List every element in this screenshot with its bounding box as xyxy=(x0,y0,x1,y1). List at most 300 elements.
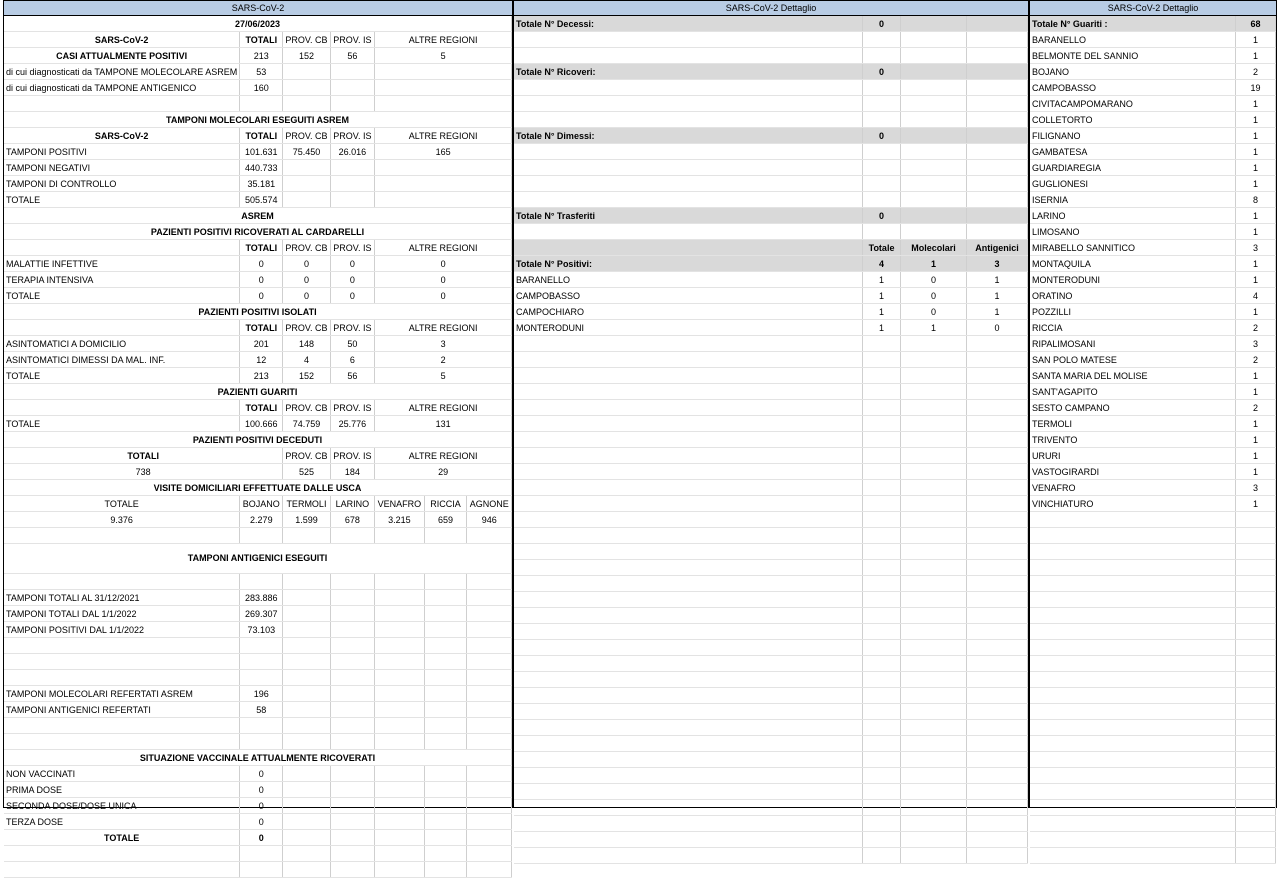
table-row xyxy=(4,638,512,654)
empty-cell xyxy=(514,544,863,560)
table-row xyxy=(1030,368,1276,384)
cell: 29 xyxy=(375,464,512,480)
empty-cell xyxy=(967,480,1028,496)
empty-cell xyxy=(283,766,330,782)
empty-cell xyxy=(967,464,1028,480)
table-row xyxy=(514,688,1028,704)
cell: 1 xyxy=(1236,432,1276,448)
empty-cell xyxy=(901,80,967,96)
empty-cell xyxy=(514,384,863,400)
col-header: PROV. CB xyxy=(283,128,330,144)
table-row xyxy=(4,734,512,750)
cell: 1 xyxy=(863,320,901,336)
cell: 3 xyxy=(1236,336,1276,352)
table-row xyxy=(1030,128,1276,144)
cell: 1 xyxy=(1236,144,1276,160)
cell: 73.103 xyxy=(240,622,283,638)
table-row xyxy=(1030,288,1276,304)
empty-cell xyxy=(1236,704,1276,720)
cell: 148 xyxy=(283,336,330,352)
empty-cell xyxy=(4,96,240,112)
empty-cell xyxy=(514,576,863,592)
empty-cell xyxy=(1236,624,1276,640)
table-row xyxy=(4,528,512,544)
empty-cell xyxy=(1030,672,1236,688)
cell: 659 xyxy=(424,512,467,528)
empty-cell xyxy=(1030,592,1236,608)
table-row xyxy=(514,544,1028,560)
cell: 35.181 xyxy=(240,176,283,192)
empty-cell xyxy=(424,638,467,654)
empty-cell xyxy=(4,654,240,670)
empty-cell xyxy=(901,144,967,160)
empty-cell xyxy=(467,528,512,544)
stat-value: 0 xyxy=(863,128,901,144)
col-header: ALTRE REGIONI xyxy=(375,240,512,256)
cell: 1 xyxy=(1236,384,1276,400)
row-label: TOTALE xyxy=(4,368,240,384)
empty-cell xyxy=(1030,544,1236,560)
col-header: ALTRE REGIONI xyxy=(375,448,512,464)
empty-cell xyxy=(283,782,330,798)
table-row xyxy=(514,368,1028,384)
empty-cell xyxy=(240,96,283,112)
town-name: GAMBATESA xyxy=(1030,144,1236,160)
empty-cell xyxy=(967,640,1028,656)
empty-cell xyxy=(863,96,901,112)
col-header: PROV. CB xyxy=(283,320,330,336)
empty-cell xyxy=(424,622,467,638)
table-row xyxy=(1030,736,1276,752)
empty-cell xyxy=(1030,640,1236,656)
table-row xyxy=(1030,400,1276,416)
empty-cell xyxy=(863,480,901,496)
table-row xyxy=(4,304,512,320)
town-name: SESTO CAMPANO xyxy=(1030,400,1236,416)
cell: 19 xyxy=(1236,80,1276,96)
empty-cell xyxy=(863,160,901,176)
table-row xyxy=(4,782,512,798)
empty-cell xyxy=(514,144,863,160)
empty-cell xyxy=(240,862,283,878)
cell: 152 xyxy=(283,48,330,64)
table-row xyxy=(1030,48,1276,64)
table-row xyxy=(1030,448,1276,464)
empty-cell xyxy=(901,448,967,464)
empty-cell xyxy=(514,640,863,656)
table-row xyxy=(514,16,1028,32)
empty-cell xyxy=(901,816,967,832)
table-row xyxy=(4,464,512,480)
table-row xyxy=(514,640,1028,656)
row-label: TAMPONI MOLECOLARI REFERTATI ASREM xyxy=(4,686,240,702)
empty-cell xyxy=(330,846,375,862)
cell: 1 xyxy=(1236,256,1276,272)
table-row xyxy=(1030,352,1276,368)
cell: 283.886 xyxy=(240,590,283,606)
table-row xyxy=(514,48,1028,64)
empty-cell xyxy=(375,846,424,862)
cell: 184 xyxy=(330,464,375,480)
table-row xyxy=(1030,272,1276,288)
cell: 2 xyxy=(1236,320,1276,336)
col-header: AGNONE xyxy=(467,496,512,512)
empty-cell xyxy=(901,800,967,816)
empty-cell xyxy=(375,814,424,830)
empty-cell xyxy=(967,208,1028,224)
empty-cell xyxy=(863,784,901,800)
table-row xyxy=(4,64,512,80)
cell: 1 xyxy=(901,320,967,336)
empty-cell xyxy=(283,702,330,718)
cell: 101.631 xyxy=(240,144,283,160)
col-header: PROV. CB xyxy=(283,240,330,256)
table-row xyxy=(4,256,512,272)
empty-cell xyxy=(514,224,863,240)
row-label: di cui diagnosticati da TAMPONE MOLECOLARE ASREM xyxy=(4,64,240,80)
table-row xyxy=(4,496,512,512)
cell: 1 xyxy=(1236,48,1276,64)
table-row xyxy=(514,256,1028,272)
empty-cell xyxy=(1236,832,1276,848)
empty-cell xyxy=(240,638,283,654)
empty-cell xyxy=(330,64,375,80)
cell: 160 xyxy=(240,80,283,96)
empty-cell xyxy=(4,846,240,862)
empty-cell xyxy=(967,720,1028,736)
cell: 0 xyxy=(330,272,375,288)
table-row xyxy=(514,240,1028,256)
cell xyxy=(375,80,512,96)
empty-cell xyxy=(901,672,967,688)
col-header: PROV. IS xyxy=(330,240,375,256)
cell: 213 xyxy=(240,48,283,64)
row-label: TAMPONI TOTALI DAL 1/1/2022 xyxy=(4,606,240,622)
empty-cell xyxy=(967,608,1028,624)
cell: 201 xyxy=(240,336,283,352)
empty-cell xyxy=(967,448,1028,464)
row-label: TAMPONI POSITIVI DAL 1/1/2022 xyxy=(4,622,240,638)
cell: 505.574 xyxy=(240,192,283,208)
empty-cell xyxy=(283,718,330,734)
table-row xyxy=(514,128,1028,144)
empty-cell xyxy=(863,736,901,752)
table-row xyxy=(1030,544,1276,560)
empty-cell xyxy=(901,64,967,80)
cell: 1 xyxy=(1236,416,1276,432)
empty-cell xyxy=(467,766,512,782)
row-label: ASINTOMATICI DIMESSI DA MAL. INF. xyxy=(4,352,240,368)
town-name: GUGLIONESI xyxy=(1030,176,1236,192)
table-row xyxy=(514,320,1028,336)
empty-cell xyxy=(1236,816,1276,832)
section-title: PAZIENTI POSITIVI ISOLATI xyxy=(4,304,512,320)
table-row xyxy=(514,848,1028,864)
cell: 8 xyxy=(1236,192,1276,208)
row-label: MALATTIE INFETTIVE xyxy=(4,256,240,272)
cell: 26.016 xyxy=(330,144,375,160)
row-label: TAMPONI ANTIGENICI REFERTATI xyxy=(4,702,240,718)
empty-cell xyxy=(467,622,512,638)
empty-cell xyxy=(375,606,424,622)
empty-cell xyxy=(967,560,1028,576)
col-header: Molecolari xyxy=(901,240,967,256)
empty-cell xyxy=(514,112,863,128)
empty-cell xyxy=(330,686,375,702)
empty-cell xyxy=(283,670,330,686)
table-row xyxy=(1030,576,1276,592)
table-row xyxy=(4,718,512,734)
cell: 3 xyxy=(375,336,512,352)
empty-cell xyxy=(467,846,512,862)
empty-cell xyxy=(424,734,467,750)
empty-cell xyxy=(901,688,967,704)
empty-cell xyxy=(330,606,375,622)
cell: 0 xyxy=(240,782,283,798)
cell: 525 xyxy=(283,464,330,480)
empty-cell xyxy=(1236,576,1276,592)
town-name: CAMPOBASSO xyxy=(1030,80,1236,96)
town-name: VINCHIATURO xyxy=(1030,496,1236,512)
empty-cell xyxy=(283,846,330,862)
table-row xyxy=(514,816,1028,832)
empty-cell xyxy=(863,528,901,544)
table-row xyxy=(1030,304,1276,320)
empty-cell xyxy=(901,512,967,528)
empty-cell xyxy=(901,336,967,352)
table-row xyxy=(514,784,1028,800)
empty-cell xyxy=(514,96,863,112)
empty-cell xyxy=(901,656,967,672)
col-header: TOTALI xyxy=(240,128,283,144)
empty-cell xyxy=(1030,688,1236,704)
empty-cell xyxy=(283,638,330,654)
table-row xyxy=(1030,320,1276,336)
cell: 3 xyxy=(1236,480,1276,496)
empty-cell xyxy=(863,704,901,720)
cell: 1 xyxy=(967,288,1028,304)
empty-cell xyxy=(514,528,863,544)
empty-cell xyxy=(330,574,375,590)
town-name: MONTERODUNI xyxy=(514,320,863,336)
col-header: ALTRE REGIONI xyxy=(375,400,512,416)
cell: 0 xyxy=(240,766,283,782)
empty-cell xyxy=(375,830,424,846)
empty-cell xyxy=(514,416,863,432)
empty-cell xyxy=(901,464,967,480)
empty-cell xyxy=(4,718,240,734)
empty-cell xyxy=(967,832,1028,848)
table-row xyxy=(514,384,1028,400)
table-row xyxy=(1030,608,1276,624)
empty-cell xyxy=(863,768,901,784)
cell: 0 xyxy=(240,272,283,288)
empty-cell xyxy=(514,400,863,416)
cell: 3.215 xyxy=(375,512,424,528)
col-header: TOTALI xyxy=(240,240,283,256)
table-row xyxy=(4,144,512,160)
table-row xyxy=(4,400,512,416)
table-row xyxy=(4,862,512,878)
empty-cell xyxy=(375,766,424,782)
town-name: TRIVENTO xyxy=(1030,432,1236,448)
empty-cell xyxy=(863,432,901,448)
empty-cell xyxy=(330,654,375,670)
empty-cell xyxy=(467,862,512,878)
table-row xyxy=(4,622,512,638)
empty-cell xyxy=(901,416,967,432)
row-label: SECONDA DOSE/DOSE UNICA xyxy=(4,798,240,814)
row-label: ASINTOMATICI A DOMICILIO xyxy=(4,336,240,352)
cell: 678 xyxy=(330,512,375,528)
town-name: BARANELLO xyxy=(514,272,863,288)
empty-cell xyxy=(514,464,863,480)
cell xyxy=(375,64,512,80)
table-row xyxy=(4,846,512,862)
col-header: PROV. IS xyxy=(330,400,375,416)
table-row xyxy=(1030,480,1276,496)
empty-cell xyxy=(4,400,240,416)
empty-cell xyxy=(901,48,967,64)
cell: 0 xyxy=(901,288,967,304)
town-name: MONTERODUNI xyxy=(1030,272,1236,288)
empty-cell xyxy=(424,862,467,878)
col-header: ALTRE REGIONI xyxy=(375,320,512,336)
cell xyxy=(375,192,512,208)
empty-cell xyxy=(863,832,901,848)
empty-cell xyxy=(1236,736,1276,752)
report-date: 27/06/2023 xyxy=(4,16,512,32)
empty-cell xyxy=(1030,736,1236,752)
table-row xyxy=(1030,464,1276,480)
empty-cell xyxy=(1236,848,1276,864)
col-header: SARS-CoV-2 xyxy=(4,128,240,144)
table-row xyxy=(514,672,1028,688)
empty-cell xyxy=(1236,656,1276,672)
empty-cell xyxy=(375,622,424,638)
table-row xyxy=(4,544,512,574)
table-row xyxy=(514,592,1028,608)
empty-cell xyxy=(967,112,1028,128)
empty-cell xyxy=(967,32,1028,48)
empty-cell xyxy=(375,862,424,878)
col-header: PROV. IS xyxy=(330,320,375,336)
empty-cell xyxy=(514,720,863,736)
empty-cell xyxy=(967,224,1028,240)
cell: 0 xyxy=(901,272,967,288)
empty-cell xyxy=(283,814,330,830)
town-name: SAN POLO MATESE xyxy=(1030,352,1236,368)
empty-cell xyxy=(967,688,1028,704)
empty-cell xyxy=(330,528,375,544)
cell: 0 xyxy=(901,304,967,320)
empty-cell xyxy=(967,672,1028,688)
col-header: TOTALE xyxy=(4,496,240,512)
cell: 9.376 xyxy=(4,512,240,528)
empty-cell xyxy=(863,80,901,96)
col-header: PROV. IS xyxy=(330,448,375,464)
table-row xyxy=(1030,528,1276,544)
empty-cell xyxy=(514,368,863,384)
cell: 0 xyxy=(967,320,1028,336)
row-label: TERAPIA INTENSIVA xyxy=(4,272,240,288)
table-row xyxy=(4,384,512,400)
table-row xyxy=(1030,848,1276,864)
cell: 75.450 xyxy=(283,144,330,160)
table-row xyxy=(4,416,512,432)
table-row xyxy=(514,288,1028,304)
empty-cell xyxy=(424,718,467,734)
table-row xyxy=(1030,160,1276,176)
town-name: VENAFRO xyxy=(1030,480,1236,496)
stat-label: Totale N° Dimessi: xyxy=(514,128,863,144)
empty-cell xyxy=(1030,800,1236,816)
empty-cell xyxy=(330,862,375,878)
cell xyxy=(375,160,512,176)
col-header: Totale xyxy=(863,240,901,256)
empty-cell xyxy=(330,734,375,750)
empty-cell xyxy=(424,846,467,862)
empty-cell xyxy=(863,624,901,640)
empty-cell xyxy=(330,718,375,734)
empty-cell xyxy=(901,32,967,48)
town-name: RICCIA xyxy=(1030,320,1236,336)
empty-cell xyxy=(375,638,424,654)
table-row xyxy=(4,16,512,32)
empty-cell xyxy=(863,352,901,368)
empty-cell xyxy=(514,192,863,208)
empty-cell xyxy=(901,768,967,784)
stat-label: Totale N° Positivi: xyxy=(514,256,863,272)
empty-cell xyxy=(863,32,901,48)
cell: 0 xyxy=(283,256,330,272)
col-header: Antigenici xyxy=(967,240,1028,256)
empty-cell xyxy=(375,782,424,798)
row-label: PRIMA DOSE xyxy=(4,782,240,798)
cell: 1 xyxy=(901,256,967,272)
table-row xyxy=(1030,832,1276,848)
empty-cell xyxy=(863,544,901,560)
empty-cell xyxy=(330,814,375,830)
cell: 100.666 xyxy=(240,416,283,432)
table-row xyxy=(4,96,512,112)
empty-cell xyxy=(863,368,901,384)
cell: 1 xyxy=(1236,176,1276,192)
empty-cell xyxy=(967,768,1028,784)
empty-cell xyxy=(514,624,863,640)
cell: 0 xyxy=(375,256,512,272)
empty-cell xyxy=(1030,848,1236,864)
empty-cell xyxy=(901,640,967,656)
empty-cell xyxy=(514,352,863,368)
stat-label: Totale N° Ricoveri: xyxy=(514,64,863,80)
detail-panel xyxy=(513,0,1029,808)
cell xyxy=(375,96,512,112)
empty-cell xyxy=(901,528,967,544)
cell: 2 xyxy=(1236,352,1276,368)
empty-cell xyxy=(863,48,901,64)
empty-cell xyxy=(330,670,375,686)
table-row xyxy=(4,448,512,464)
empty-cell xyxy=(901,432,967,448)
cell: 0 xyxy=(283,272,330,288)
table-row xyxy=(514,832,1028,848)
cell: 0 xyxy=(330,256,375,272)
cell: 0 xyxy=(330,288,375,304)
empty-cell xyxy=(1236,640,1276,656)
cell: 1 xyxy=(1236,160,1276,176)
empty-cell xyxy=(514,752,863,768)
